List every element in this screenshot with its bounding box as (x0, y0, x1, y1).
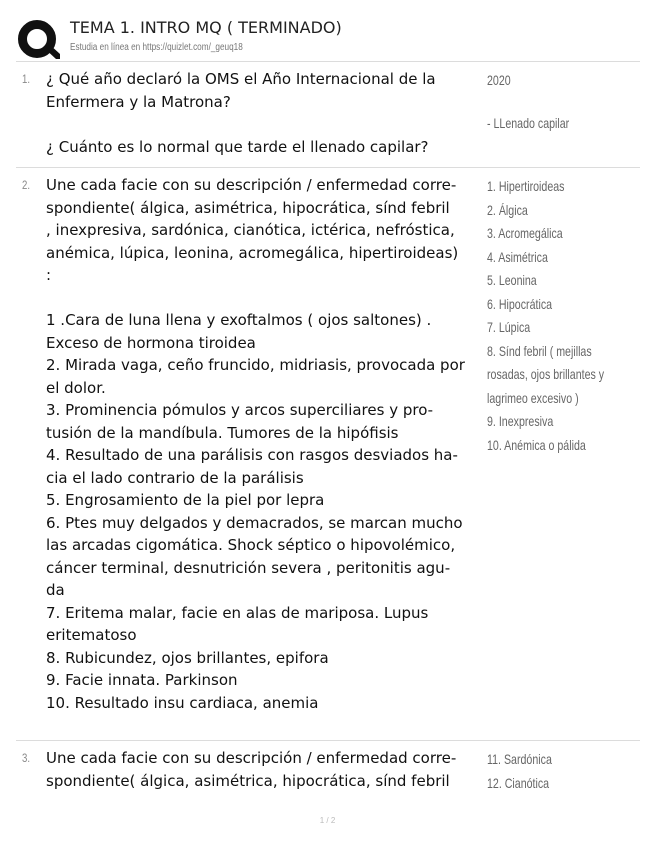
def-line: 10. Anémica o pálida (487, 436, 586, 453)
card-term (46, 747, 486, 792)
term-line: eritematoso (46, 626, 137, 644)
term-line: Enfermera y la Matrona? (46, 92, 231, 111)
def-line (487, 93, 616, 112)
term-line: cáncer terminal, desnutrición severa , peritonitis agu- (46, 558, 451, 577)
term-line: da (46, 581, 65, 599)
def-line: rosadas, ojos brillantes y (487, 366, 605, 382)
def-line: 11. Sardónica (487, 751, 552, 767)
def-line: 7. Lúpica (487, 319, 531, 335)
term-line: 5. Engrosamiento de la piel por lepra (46, 491, 325, 509)
def-line: - LLenado capilar (487, 114, 570, 131)
term-line: 6. Ptes muy delgados y demacrados, se marcan mucho (46, 513, 463, 532)
quizlet-logo-icon (16, 18, 60, 60)
card-definition (487, 748, 616, 795)
term-line: tusión de la mandíbula. Tumores de la hipófisis (46, 423, 399, 442)
term-line (46, 287, 486, 310)
term-line: Exceso de hormona tiroidea (46, 333, 256, 352)
divider (16, 61, 640, 62)
def-line: 6. Hipocrática (487, 295, 553, 312)
term-line: spondiente( álgica, asimétrica, hipocrática, sínd febril (46, 198, 450, 217)
set-title: TEMA 1. INTRO MQ ( TERMINADO) (70, 18, 342, 37)
divider (16, 740, 640, 741)
term-line: 2. Mirada vaga, ceño fruncido, midriasis, provocada por (46, 356, 465, 374)
def-line: 9. Inexpresiva (487, 413, 554, 429)
card-definition (487, 69, 616, 135)
card-term (46, 174, 486, 714)
term-line: 3. Prominencia pómulos y arcos superciliares y pro- (46, 401, 434, 419)
def-line: 2. Álgica (487, 201, 528, 218)
card-number: 1. (22, 72, 31, 86)
term-line: 4. Resultado de una parálisis con rasgos desviados ha- (46, 446, 458, 464)
term-line: Une cada facie con su descripción / enfermedad corre- (46, 749, 457, 767)
term-line: el dolor. (46, 378, 106, 397)
term-line: Une cada facie con su descripción / enfermedad corre- (46, 176, 457, 194)
term-line: 8. Rubicundez, ojos brillantes, epifora (46, 648, 329, 667)
term-line: 1 .Cara de luna llena y exoftalmos ( ojos saltones) . (46, 311, 432, 329)
document-header (16, 14, 636, 60)
card-definition (487, 175, 616, 457)
term-line: ¿ Qué año declaró la OMS el Año Internacional de la (46, 70, 436, 88)
def-line: 5. Leonina (487, 272, 537, 288)
term-line: : (46, 266, 52, 284)
term-line: las arcadas cigomática. Shock séptico o hipovolémico, (46, 536, 456, 554)
card-number: 2. (22, 178, 31, 192)
def-line: 8. Sínd febril ( mejillas (487, 342, 592, 359)
def-line: 3. Acromegálica (487, 225, 563, 241)
term-line (46, 113, 486, 136)
def-line: 12. Cianótica (487, 774, 550, 791)
set-subtitle: Estudia en línea en https://quizlet.com/_geuq18 (70, 42, 243, 53)
term-line: cia el lado contrario de la parálisis (46, 468, 304, 487)
term-line: spondiente( álgica, asimétrica, hipocrática, sínd febril (46, 771, 450, 790)
divider (16, 167, 640, 168)
def-line: 4. Asimétrica (487, 248, 548, 265)
page-number: 1 / 2 (319, 816, 336, 825)
card-term (46, 68, 486, 158)
card-number: 3. (22, 751, 31, 765)
term-line: anémica, lúpica, leonina, acromegálica, hipertiroideas) (46, 243, 459, 262)
term-line: ¿ Cuánto es lo normal que tarde el llenado capilar? (46, 137, 429, 156)
term-line: 7. Eritema malar, facie en alas de mariposa. Lupus (46, 603, 429, 622)
term-line: , inexpresiva, sardónica, cianótica, ictérica, nefróstica, (46, 221, 455, 239)
term-line: 9. Facie innata. Parkinson (46, 671, 238, 689)
def-line: lagrimeo excesivo ) (487, 389, 579, 406)
term-line: 10. Resultado insu cardiaca, anemia (46, 693, 319, 712)
def-line: 2020 (487, 72, 511, 88)
def-line: 1. Hipertiroideas (487, 178, 565, 194)
